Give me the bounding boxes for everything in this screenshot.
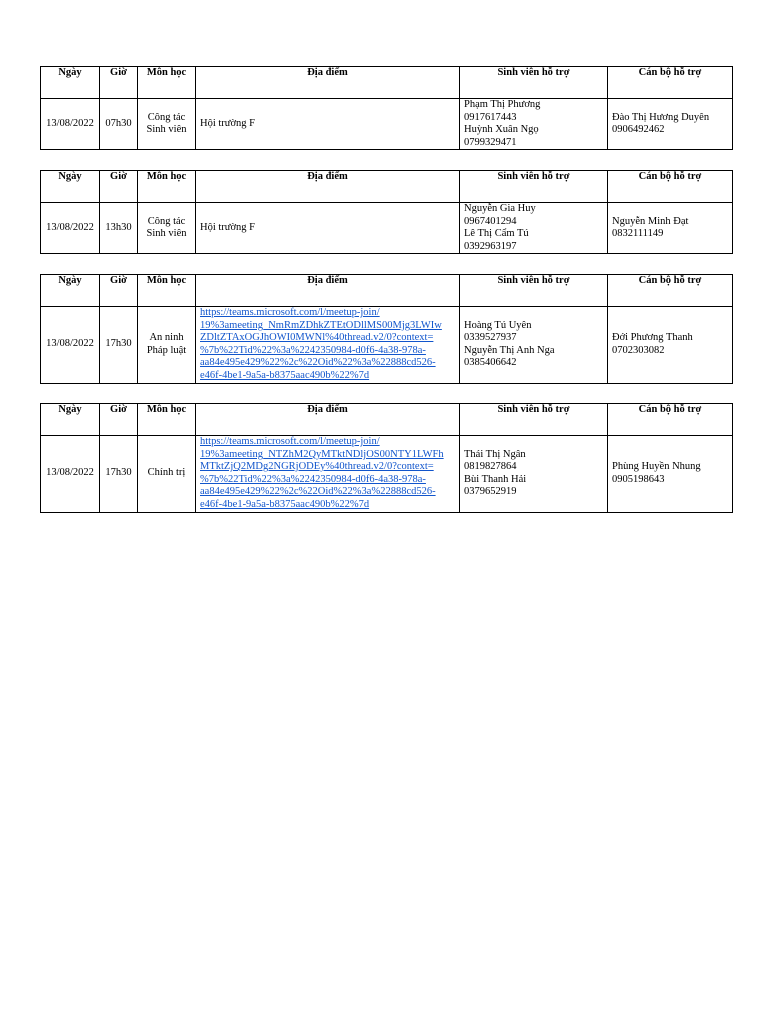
subject-line: Công tác: [147, 111, 186, 123]
table-header-row: [41, 171, 733, 203]
subject-cell: [138, 307, 196, 384]
time-cell: 07h30: [100, 99, 138, 150]
table-header-row: [41, 67, 733, 99]
header-ngay: Ngày: [41, 171, 100, 203]
table-row: [41, 99, 733, 150]
header-mon-hoc: Môn học: [138, 404, 196, 436]
date-cell: 13/08/2022: [41, 203, 100, 254]
location-cell: Hội trường F: [196, 99, 460, 150]
subject-cell: [138, 203, 196, 254]
link-line: aa84e495e429%22%2c%22Oid%22%3a%22888cd526-: [200, 486, 436, 498]
header-can-bo: Cán bộ hỗ trợ: [608, 275, 733, 307]
staff-phone: 0702303082: [612, 344, 665, 356]
header-gio: Giờ: [100, 404, 138, 436]
link-line: ZDltZTAxOGJhOWI0MWNl%40thread.v2/0?context=: [200, 332, 434, 344]
link-line: e46f-4be1-9a5a-b8375aac490b%22%7d: [200, 498, 370, 510]
subject-cell: [138, 99, 196, 150]
subject-line: Sinh viên: [146, 228, 187, 240]
table-row: [41, 203, 733, 254]
header-sinh-vien: Sinh viên hỗ trợ: [460, 275, 608, 307]
header-sinh-vien: Sinh viên hỗ trợ: [460, 404, 608, 436]
link-line: 19%3ameeting_NmRmZDhkZTEtODllMS00Mjg3LWIw: [200, 319, 442, 331]
schedule-table-2: [40, 170, 733, 254]
student-name: Phạm Thị Phương: [464, 99, 541, 110]
staff-name: Nguyễn Minh Đạt: [612, 215, 689, 227]
staff-support-cell: [608, 307, 733, 384]
link-line: 19%3ameeting_NTZhM2QyMTktNDljOS00NTY1LWFh: [200, 448, 444, 460]
header-ngay: Ngày: [41, 404, 100, 436]
header-mon-hoc: Môn học: [138, 275, 196, 307]
subject-line: An ninh: [149, 332, 184, 344]
header-mon-hoc: Môn học: [138, 171, 196, 203]
student-name: Lê Thị Cẩm Tú: [464, 228, 529, 240]
student-support-cell: [460, 436, 608, 513]
header-sinh-vien: Sinh viên hỗ trợ: [460, 67, 608, 99]
staff-phone: 0906492462: [612, 124, 665, 136]
date-cell: 13/08/2022: [41, 436, 100, 513]
link-line: MTktZjQ2MDg2NGRjODEy%40thread.v2/0?context=: [200, 461, 434, 473]
staff-support-cell: [608, 436, 733, 513]
student-phone: 0799329471: [464, 136, 517, 148]
subject-cell: [138, 436, 196, 513]
location-cell: [196, 436, 460, 513]
header-dia-diem: Địa điểm: [196, 404, 460, 436]
link-line: aa84e495e429%22%2c%22Oid%22%3a%22888cd526-: [200, 357, 436, 369]
header-can-bo: Cán bộ hỗ trợ: [608, 404, 733, 436]
header-can-bo: Cán bộ hỗ trợ: [608, 67, 733, 99]
header-gio: Giờ: [100, 67, 138, 99]
link-line: https://teams.microsoft.com/l/meetup-join/: [200, 307, 380, 318]
student-phone: 0917617443: [464, 111, 517, 123]
time-cell: 17h30: [100, 436, 138, 513]
staff-phone: 0905198643: [612, 473, 665, 485]
student-name: Huỳnh Xuân Ngọ: [464, 124, 539, 136]
staff-phone: 0832111149: [612, 228, 664, 240]
subject-line: Pháp luật: [146, 344, 187, 356]
staff-name: Phùng Huyền Nhung: [612, 461, 701, 473]
header-dia-diem: Địa điểm: [196, 171, 460, 203]
location-cell: [196, 307, 460, 384]
student-phone: 0819827864: [464, 461, 517, 473]
student-name: Nguyễn Thị Anh Nga: [464, 344, 555, 356]
student-support-cell: [460, 99, 608, 150]
subject-line: Công tác: [147, 215, 186, 227]
header-gio: Giờ: [100, 275, 138, 307]
date-cell: 13/08/2022: [41, 307, 100, 384]
student-phone: 0385406642: [464, 357, 517, 369]
schedule-table-3: [40, 274, 733, 384]
student-phone: 0967401294: [464, 215, 517, 227]
header-mon-hoc: Môn học: [138, 67, 196, 99]
header-dia-diem: Địa điểm: [196, 275, 460, 307]
student-support-cell: [460, 203, 608, 254]
location-cell: Hội trường F: [196, 203, 460, 254]
staff-support-cell: [608, 99, 733, 150]
header-gio: Giờ: [100, 171, 138, 203]
student-name: Bùi Thanh Hải: [464, 473, 527, 485]
subject-line: Sinh viên: [146, 124, 187, 136]
student-name: Thái Thị Ngân: [464, 448, 526, 460]
student-phone: 0379652919: [464, 486, 517, 498]
link-line: e46f-4be1-9a5a-b8375aac490b%22%7d: [200, 369, 370, 381]
header-dia-diem: Địa điểm: [196, 67, 460, 99]
table-header-row: [41, 404, 733, 436]
student-phone: 0339527937: [464, 332, 517, 344]
table-row: [41, 436, 733, 513]
header-sinh-vien: Sinh viên hỗ trợ: [460, 171, 608, 203]
time-cell: 13h30: [100, 203, 138, 254]
header-ngay: Ngày: [41, 275, 100, 307]
teams-meeting-link[interactable]: [200, 436, 455, 512]
student-phone: 0392963197: [464, 240, 517, 252]
student-name: Hoàng Tú Uyên: [464, 319, 532, 331]
date-cell: 13/08/2022: [41, 99, 100, 150]
subject-line: Chính trị: [147, 467, 186, 479]
schedule-table-1: [40, 66, 733, 150]
header-can-bo: Cán bộ hỗ trợ: [608, 171, 733, 203]
staff-support-cell: [608, 203, 733, 254]
header-ngay: Ngày: [41, 67, 100, 99]
link-line: %7b%22Tid%22%3a%2242350984-d0f6-4a38-978a-: [200, 344, 426, 356]
student-name: Nguyễn Gia Huy: [464, 203, 536, 214]
teams-meeting-link[interactable]: [200, 307, 455, 383]
schedule-table-4: [40, 403, 733, 513]
table-row: [41, 307, 733, 384]
staff-name: Đào Thị Hương Duyên: [612, 111, 710, 123]
staff-name: Đới Phương Thanh: [612, 332, 693, 344]
link-line: https://teams.microsoft.com/l/meetup-join/: [200, 436, 380, 447]
table-header-row: [41, 275, 733, 307]
time-cell: 17h30: [100, 307, 138, 384]
student-support-cell: [460, 307, 608, 384]
link-line: %7b%22Tid%22%3a%2242350984-d0f6-4a38-978a-: [200, 473, 426, 485]
